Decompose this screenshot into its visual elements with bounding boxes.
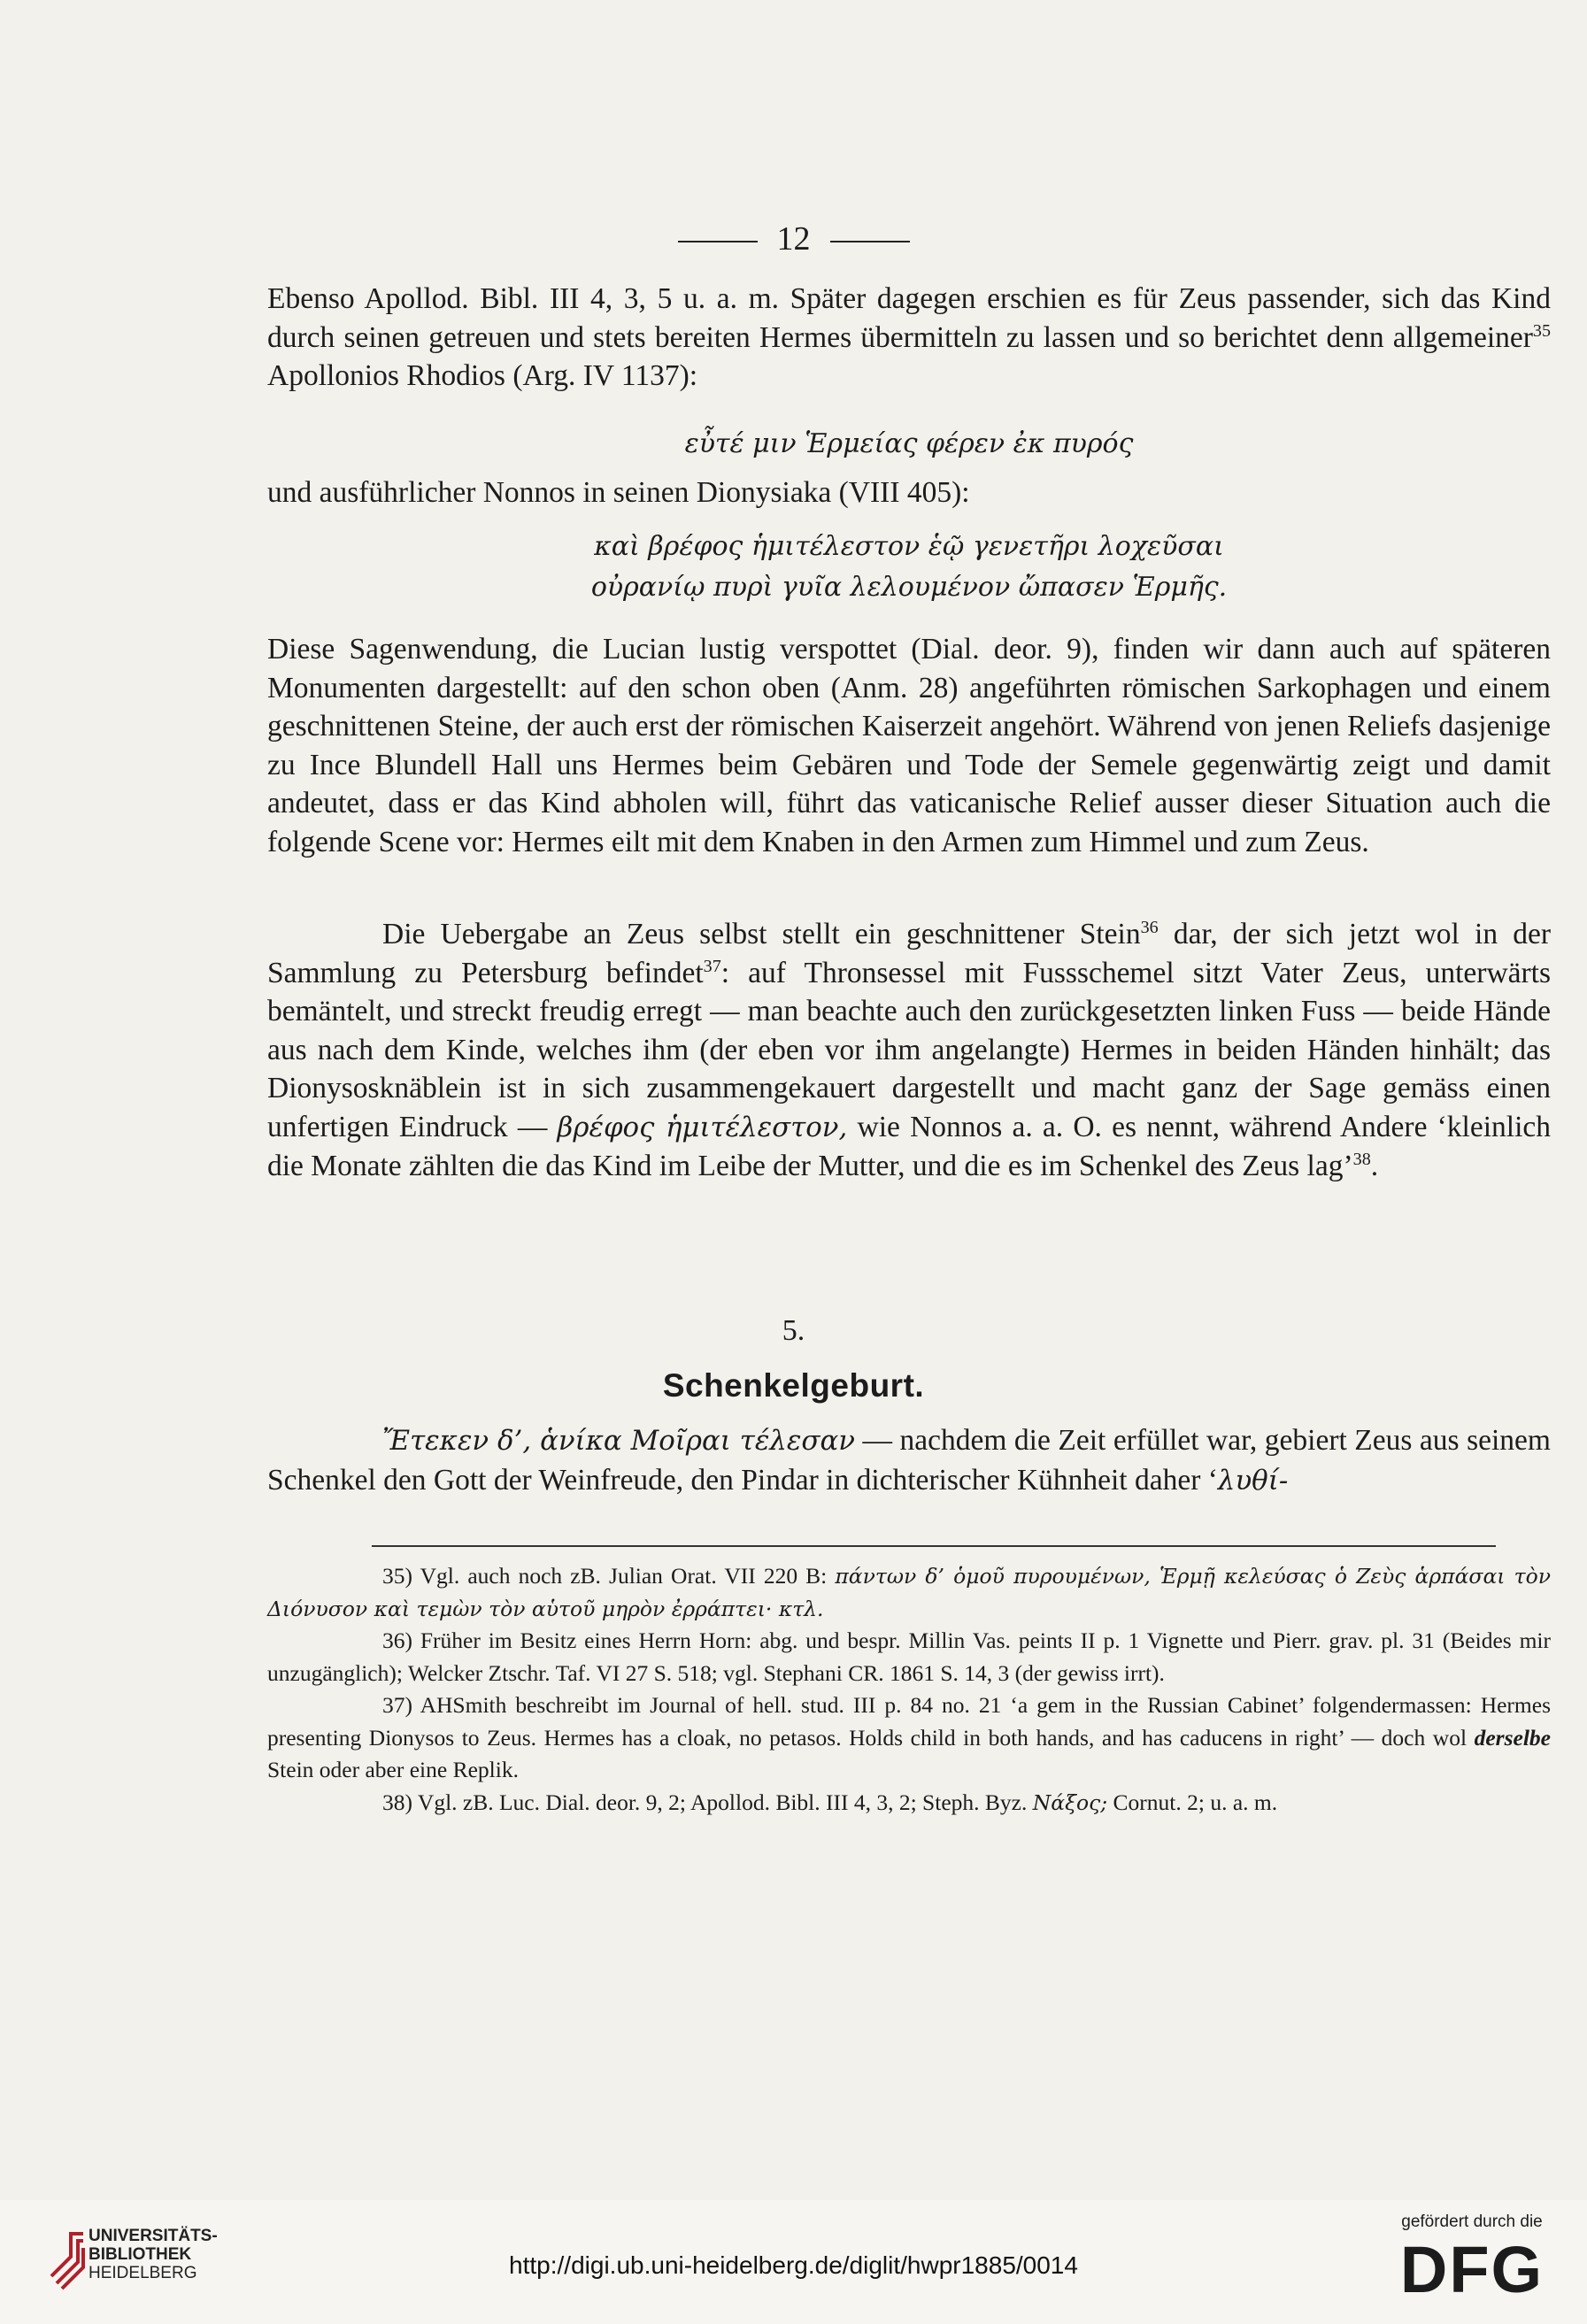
paragraph-4-part-b: dar, der sich jetzt wol in der Sammlung zu Petersburg befindet xyxy=(267,918,1551,989)
footnote-35-greek: πάντων δ’ ὁμοῦ πυρουμένων, Ἑρμῇ κελεύσας ὁ Ζεὺς ἁρπάσαι τὸν Διόνυσον καὶ τεμὼν τὸν αὑτοῦ μηρὸν ἐρράπτει· κτλ. xyxy=(267,1564,1551,1621)
footnote-38 xyxy=(267,1787,1551,1820)
section-number: 5. xyxy=(782,1314,805,1347)
paragraph-5-greek-end: λυθί- xyxy=(1217,1464,1289,1497)
footnote-38-end: Cornut. 2; u. a. m. xyxy=(1107,1789,1278,1815)
section-title: Schenkelgeburt. xyxy=(662,1367,925,1404)
paragraph-1 xyxy=(267,280,1551,396)
paragraph-4-part-d: wie Nonnos a. a. O. es nennt, während Andere ‘kleinlich die Monate zählten die das Kind im Leibe der Mutter, und die es im Schenkel des Zeus lag’ xyxy=(267,1110,1551,1182)
paragraph-2-text: und ausführlicher Nonnos in seinen Dionysiaka (VIII 405): xyxy=(267,476,970,509)
greek-quote-2b: οὐρανίῳ πυρὶ γυῖα λελουμένον ὤπασεν Ἑρμῆς. xyxy=(590,572,1228,603)
paragraph-5-greek: Ἔτεκεν δ’, ἁνίκα Μοῖραι τέλεσαν xyxy=(382,1425,855,1457)
paragraph-4-part-e: . xyxy=(1370,1150,1379,1182)
footnote-35 xyxy=(267,1560,1551,1625)
footnote-ref-37[interactable]: 37 xyxy=(703,956,721,976)
library-name-line-3: HEIDELBERG xyxy=(89,2264,197,2282)
footnote-38-greek: Νάξος; xyxy=(1032,1789,1108,1815)
paragraph-5-text: — nachdem die Zeit erfüllet war, gebiert Zeus aus seinem Schenkel den Gott der Weinfreude, den Pindar in dichterischer Kühnheit daher ‘ xyxy=(267,1424,1551,1497)
footnote-37 xyxy=(267,1689,1551,1787)
page-number-text: 12 xyxy=(776,220,811,258)
paragraph-4-part-c: : auf Thronsessel mit Fussschemel sitzt Vater Zeus, unterwärts bemäntelt, und streckt freudig erregt — man beachte auch den zurückgesetzten linken Fuss — beide Hände aus nach dem Kinde, welches ihm (der eben vor ihm angelangte) Hermes in beiden Händen hinhält; das Dionysosknäblein ist in sich zusammengekauert dargestellt und macht ganz der Sage gemäss einen unfertigen Eindruck — xyxy=(267,956,1552,1143)
paragraph-3 xyxy=(267,630,1551,861)
library-name-line-1: UNIVERSITÄTS- xyxy=(89,2227,218,2245)
footnote-38-text: 38) Vgl. zB. Luc. Dial. deor. 9, 2; Apollod. Bibl. III 4, 3, 2; Steph. Byz. xyxy=(382,1789,1033,1815)
funded-by-label: gefördert durch die xyxy=(1401,2212,1543,2231)
paragraph-4-greek: βρέφος ἡμιτέλεστον, xyxy=(557,1111,848,1143)
footnote-35-text: 35) Vgl. auch noch zB. Julian Orat. VII 220 B: xyxy=(382,1563,836,1589)
paragraph-2 xyxy=(267,473,1551,512)
page-number-dash-left xyxy=(678,241,758,242)
library-name-line-2: BIBLIOTHEK xyxy=(89,2245,192,2264)
footnote-ref-36[interactable]: 36 xyxy=(1140,917,1159,937)
page-number xyxy=(0,219,1587,258)
footnote-37-text: 37) AHSmith beschreibt im Journal of hell. stud. III p. 84 no. 21 ‘a gem in the Russian Cabinet’ folgendermassen: Hermes presenting Dionysos to Zeus. Hermes has a cloak, no petasos. Holds child in both hands, and has caducens in right’ — doch wol xyxy=(267,1692,1551,1751)
paragraph-4 xyxy=(267,915,1551,1186)
dfg-logo: DFG xyxy=(1399,2233,1545,2306)
greek-quote-2a: καὶ βρέφος ἡμιτέλεστον ἑῷ γενετῆρι λοχεῦσαι xyxy=(594,531,1224,562)
footnote-divider xyxy=(372,1545,1496,1547)
footnote-37-emphasis: derselbe xyxy=(1474,1724,1551,1751)
paragraph-5 xyxy=(267,1421,1551,1500)
footnote-36: 36) Früher im Besitz eines Herrn Horn: abg. und bespr. Millin Vas. peints II p. 1 Vignette und Pierr. grav. pl. 31 (Beides mir unzugänglich); Welcker Ztschr. Taf. VI 27 S. 518; vgl. Stephani CR. 1861 S. 14, 3 (der gewiss irrt). xyxy=(267,1628,1551,1686)
footnote-ref-35[interactable]: 35 xyxy=(1532,320,1551,341)
document-url-link[interactable]: http://digi.ub.uni-heidelberg.de/diglit/hwpr1885/0014 xyxy=(509,2251,1078,2279)
greek-quote-1: εὖτέ μιν Ἑρμείας φέρεν ἐκ πυρός xyxy=(684,428,1134,459)
paragraph-3-text: Diese Sagenwendung, die Lucian lustig verspottet (Dial. deor. 9), finden wir dann auch auf späteren Monumenten dargestellt: auf den schon oben (Anm. 28) angeführten römischen Sarkophagen und einem geschnittenen Steine, der auch erst der römischen Kaiserzeit angehört. Während von jenen Reliefs dasjenige zu Ince Blundell Hall uns Hermes beim Gebären und Tode der Semele gegenwärtig zeigt und damit andeutet, dass er das Kind abholen will, führt das vaticanische Relief ausser dieser Situation auch die folgende Scene vor: Hermes eilt mit dem Knaben in den Armen zum Himmel und zum Zeus. xyxy=(267,633,1551,858)
paragraph-1-text: Ebenso Apollod. Bibl. III 4, 3, 5 u. a. m. Später dagegen erschien es für Zeus passender, sich das Kind durch seinen getreuen und stets bereiten Hermes übermitteln zu lassen und so berichtet denn allgemeiner xyxy=(267,282,1551,354)
paragraph-1-end: Apollonios Rhodios (Arg. IV 1137): xyxy=(267,359,698,392)
page-number-dash-right xyxy=(830,241,910,242)
footnote-ref-38[interactable]: 38 xyxy=(1352,1149,1371,1169)
paragraph-4-part-a: Die Uebergabe an Zeus selbst stellt ein geschnittener Stein xyxy=(382,918,1141,950)
footnote-37-end: Stein oder aber eine Replik. xyxy=(267,1757,519,1782)
footnotes xyxy=(267,1560,1551,1819)
